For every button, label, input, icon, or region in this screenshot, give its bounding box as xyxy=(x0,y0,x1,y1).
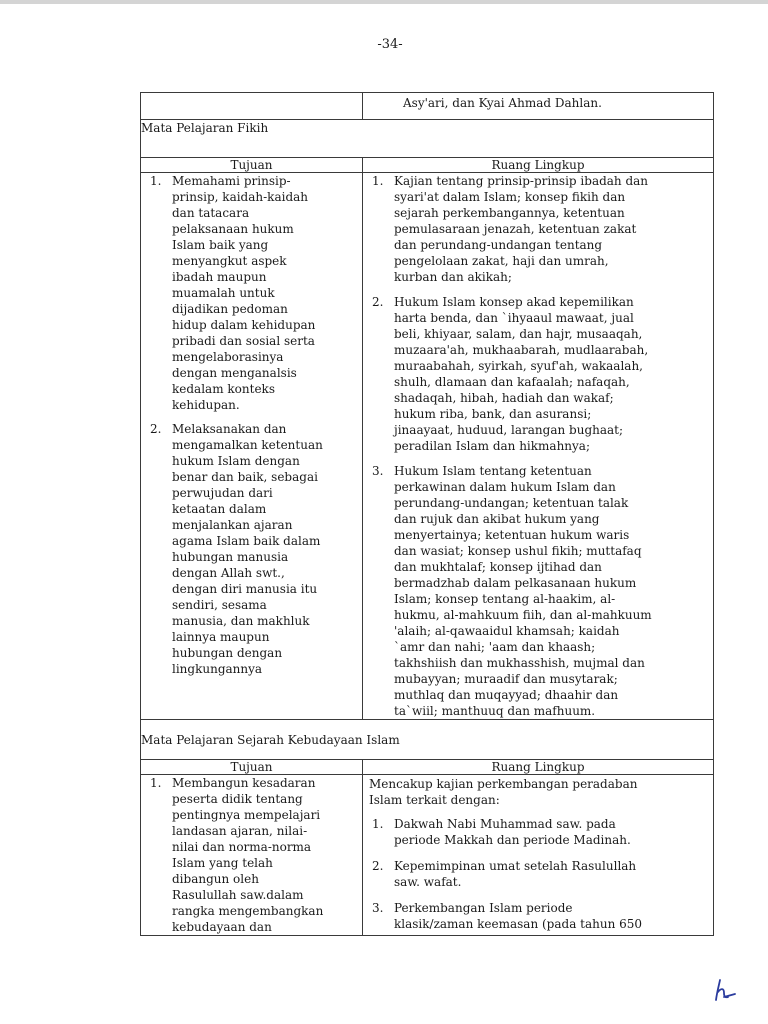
list-item-line: hubungan dengan xyxy=(172,646,283,660)
list-item-line: lainnya maupun xyxy=(172,630,270,644)
ski-tujuan-cell xyxy=(141,775,363,936)
ski-intro xyxy=(363,775,713,808)
list-item-line: hubungan manusia xyxy=(172,550,289,564)
list-item-line: jinaayaat, huduud, larangan bughaat; xyxy=(394,423,624,437)
list-item-number: 1. xyxy=(150,174,162,188)
list-item-line: peradilan Islam dan hikmahnya; xyxy=(394,439,590,453)
list-item-line: muzaara'ah, mukhaabarah, mudlaarabah, xyxy=(394,343,649,357)
list-item xyxy=(363,294,713,454)
list-item-line: Memahami prinsip- xyxy=(172,174,291,188)
list-item xyxy=(363,858,713,890)
list-item-line: Kepemimpinan umat setelah Rasulullah xyxy=(394,859,637,873)
list-item-line: perkawinan dalam hukum Islam dan xyxy=(394,480,616,494)
fikih-section-title: Mata Pelajaran Fikih xyxy=(141,120,714,158)
list-item-line: dengan diri manusia itu xyxy=(172,582,318,596)
list-item-line: peserta didik tentang xyxy=(172,792,303,806)
list-item-line: Dakwah Nabi Muhammad saw. pada xyxy=(394,817,616,831)
list-item xyxy=(141,421,362,677)
list-item-line: dan rujuk dan akibat hukum yang xyxy=(394,512,600,526)
list-item-line: Islam yang telah xyxy=(172,856,273,870)
list-item-line: hukum Islam dengan xyxy=(172,454,300,468)
list-item-line: beli, khiyaar, salam, dan hajr, musaaqah, xyxy=(394,327,643,341)
list-item-line: dan tatacara xyxy=(172,206,250,220)
list-item-number: 1. xyxy=(150,776,162,790)
list-item-line: dengan menganalsis xyxy=(172,366,297,380)
list-item xyxy=(141,173,362,413)
list-item-line: klasik/zaman keemasan (pada tahun 650 xyxy=(394,917,643,931)
list-item-line: dan mukhtalaf; konsep ijtihad dan xyxy=(394,560,602,574)
list-item-line: muraabahah, syirkah, syuf'ah, wakaalah, xyxy=(394,359,643,373)
list-item-line: hukmu, al-mahkuum fiih, dan al-mahkuum xyxy=(394,608,652,622)
list-item-line: kehidupan. xyxy=(172,398,240,412)
fikih-ruang-cell xyxy=(363,173,714,720)
list-item-number: 1. xyxy=(372,174,384,188)
fikih-title-row xyxy=(141,120,714,158)
list-item-line: kebudayaan dan xyxy=(172,920,272,934)
list-item-line: nilai dan norma-norma xyxy=(172,840,312,854)
list-item xyxy=(363,816,713,848)
list-item-line: pentingnya mempelajari xyxy=(172,808,321,822)
list-item xyxy=(363,463,713,719)
list-item-line: kedalam konteks xyxy=(172,382,275,396)
list-item-line: `amr dan nahi; 'aam dan khaash; xyxy=(394,640,596,654)
list-item-line: prinsip, kaidah-kaidah xyxy=(172,190,309,204)
ski-intro-line: Mencakup kajian perkembangan peradaban xyxy=(369,777,638,791)
fikih-col-ruang-lingkup: Ruang Lingkup xyxy=(363,158,714,173)
list-item-line: dibangun oleh xyxy=(172,872,259,886)
list-item-line: benar dan baik, sebagai xyxy=(172,470,318,484)
continued-left-cell xyxy=(141,93,363,120)
list-item-number: 2. xyxy=(372,859,384,873)
ski-header-row xyxy=(141,760,714,775)
list-item-line: rangka mengembangkan xyxy=(172,904,324,918)
fikih-header-row xyxy=(141,158,714,173)
curriculum-table xyxy=(140,92,714,936)
list-item-line: hidup dalam kehidupan xyxy=(172,318,316,332)
list-item-line: perwujudan dari xyxy=(172,486,273,500)
list-item-line: menyertainya; ketentuan hukum waris xyxy=(394,528,630,542)
list-item-line: ta`wiil; manthuuq dan mafhuum. xyxy=(394,704,596,718)
list-item-line: dijadikan pedoman xyxy=(172,302,288,316)
fikih-col-tujuan: Tujuan xyxy=(141,158,363,173)
list-item-line: Perkembangan Islam periode xyxy=(394,901,573,915)
ski-ruang-list xyxy=(363,816,713,932)
list-item-line: Hukum Islam konsep akad kepemilikan xyxy=(394,295,634,309)
list-item-number: 2. xyxy=(150,422,162,436)
scan-top-strip xyxy=(0,0,768,4)
list-item-line: Islam baik yang xyxy=(172,238,269,252)
list-item-line: Islam; konsep tentang al-haakim, al- xyxy=(394,592,616,606)
page-number: -34- xyxy=(377,37,403,52)
ski-title-row xyxy=(141,720,714,760)
list-item-line: dengan Allah swt., xyxy=(172,566,285,580)
ski-content-row xyxy=(141,775,714,936)
list-item-line: muamalah untuk xyxy=(172,286,275,300)
list-item-line: pelaksanaan hukum xyxy=(172,222,294,236)
ski-col-ruang-lingkup: Ruang Lingkup xyxy=(363,760,714,775)
ski-ruang-cell xyxy=(363,775,714,936)
list-item-line: mengelaborasinya xyxy=(172,350,284,364)
ski-col-tujuan: Tujuan xyxy=(141,760,363,775)
list-item-line: hukum riba, bank, dan asuransi; xyxy=(394,407,592,421)
list-item-line: syari'at dalam Islam; konsep fikih dan xyxy=(394,190,626,204)
initial-signature-mark xyxy=(708,976,738,1002)
list-item-line: shadaqah, hibah, hadiah dan wakaf; xyxy=(394,391,614,405)
list-item-line: saw. wafat. xyxy=(394,875,462,889)
list-item xyxy=(363,900,713,932)
list-item-number: 3. xyxy=(372,464,384,478)
list-item-line: lingkungannya xyxy=(172,662,263,676)
continued-row xyxy=(141,93,714,120)
list-item-line: muthlaq dan muqayyad; dhaahir dan xyxy=(394,688,619,702)
list-item-line: menyangkut aspek xyxy=(172,254,287,268)
ski-tujuan-list xyxy=(141,775,362,935)
ski-intro-line: Islam terkait dengan: xyxy=(369,793,500,807)
list-item-line: ibadah maupun xyxy=(172,270,267,284)
list-item xyxy=(141,775,362,935)
list-item-line: shulh, dlamaan dan kafaalah; nafaqah, xyxy=(394,375,630,389)
fikih-tujuan-cell xyxy=(141,173,363,720)
list-item-line: ketaatan dalam xyxy=(172,502,267,516)
list-item-line: sendiri, sesama xyxy=(172,598,267,612)
continued-right-cell: Asy'ari, dan Kyai Ahmad Dahlan. xyxy=(363,93,714,120)
list-item-line: dan wasiat; konsep ushul fikih; muttafaq xyxy=(394,544,642,558)
list-item-line: bermadzhab dalam pelkasanaan hukum xyxy=(394,576,637,590)
list-item-line: sejarah perkembangannya, ketentuan xyxy=(394,206,625,220)
list-item-line: Kajian tentang prinsip-prinsip ibadah dan xyxy=(394,174,649,188)
list-item-line: mengamalkan ketentuan xyxy=(172,438,323,452)
fikih-tujuan-list xyxy=(141,173,362,677)
list-item xyxy=(363,173,713,285)
list-item-number: 2. xyxy=(372,295,384,309)
list-item-line: Hukum Islam tentang ketentuan xyxy=(394,464,592,478)
list-item-line: landasan ajaran, nilai- xyxy=(172,824,308,838)
list-item-line: mubayyan; muraadif dan musytarak; xyxy=(394,672,618,686)
list-item-line: Membangun kesadaran xyxy=(172,776,316,790)
list-item-number: 3. xyxy=(372,901,384,915)
list-item-line: Melaksanakan dan xyxy=(172,422,287,436)
list-item-line: perundang-undangan; ketentuan talak xyxy=(394,496,629,510)
list-item-line: manusia, dan makhluk xyxy=(172,614,310,628)
list-item-line: menjalankan ajaran xyxy=(172,518,293,532)
list-item-number: 1. xyxy=(372,817,384,831)
list-item-line: periode Makkah dan periode Madinah. xyxy=(394,833,631,847)
ski-section-title: Mata Pelajaran Sejarah Kebudayaan Islam xyxy=(141,720,714,760)
fikih-content-row xyxy=(141,173,714,720)
list-item-line: kurban dan akikah; xyxy=(394,270,512,284)
list-item-line: takhshiish dan mukhasshish, mujmal dan xyxy=(394,656,645,670)
list-item-line: harta benda, dan `ihyaaul mawaat, jual xyxy=(394,311,634,325)
list-item-line: agama Islam baik dalam xyxy=(172,534,321,548)
fikih-ruang-list xyxy=(363,173,713,719)
list-item-line: pribadi dan sosial serta xyxy=(172,334,315,348)
list-item-line: 'alaih; al-qawaaidul khamsah; kaidah xyxy=(394,624,620,638)
list-item-line: pengelolaan zakat, haji dan umrah, xyxy=(394,254,609,268)
list-item-line: pemulasaraan jenazah, ketentuan zakat xyxy=(394,222,637,236)
list-item-line: dan perundang-undangan tentang xyxy=(394,238,603,252)
list-item-line: Rasulullah saw.dalam xyxy=(172,888,304,902)
